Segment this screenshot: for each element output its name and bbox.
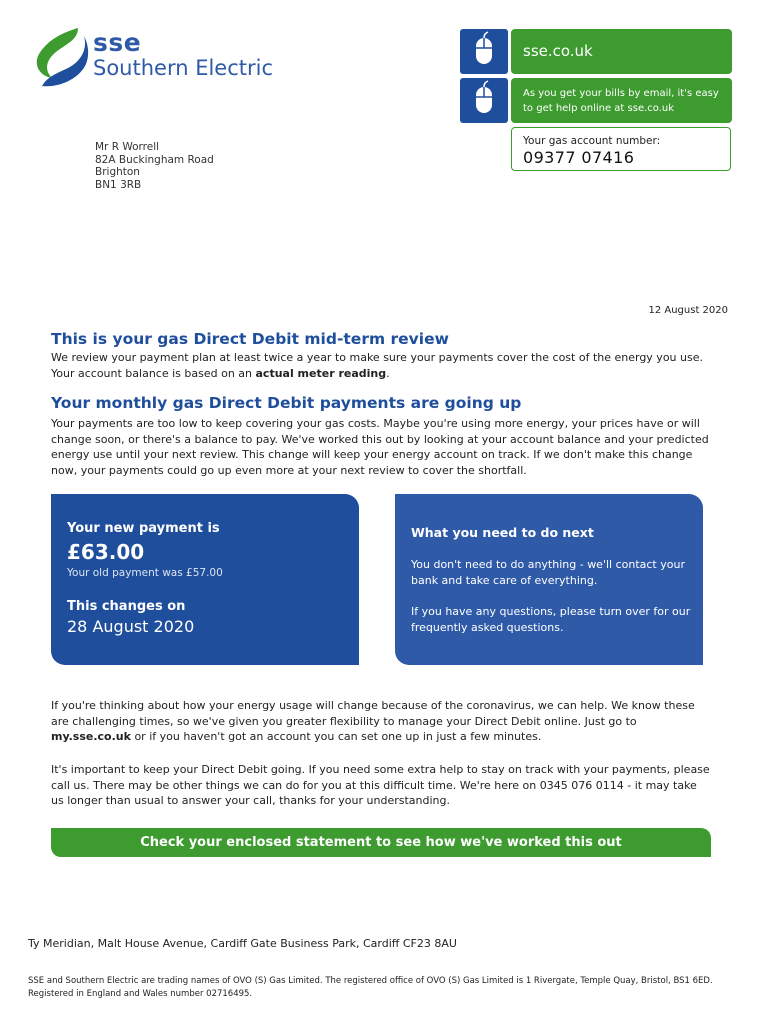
next-steps-panel [395,494,703,665]
new-payment-label: Your new payment is [67,521,220,536]
address-line: Brighton [95,166,140,178]
footer-address: Ty Meridian, Malt House Avenue, Cardiff Gate Business Park, Cardiff CF23 8AU [28,937,457,950]
next-steps-para-2: If you have any questions, please turn over for our frequently asked questions. [411,605,691,634]
address-line: BN1 3RB [95,178,142,191]
address-line: 82A Buckingham Road [95,153,214,166]
recipient-address [95,141,214,191]
new-payment-amount: £63.00 [67,540,145,564]
letter-date: 12 August 2020 [648,305,728,316]
change-date: 28 August 2020 [67,617,195,636]
next-steps-para-1: You don't need to do anything - we'll contact your bank and take care of everything. [411,558,685,587]
website-link[interactable]: sse.co.uk [523,42,593,60]
sse-swirl-icon [34,26,94,88]
computer-mouse-icon [460,29,508,74]
my-sse-link[interactable]: my.sse.co.uk [51,730,131,744]
address-line: Mr R Worrell [95,141,160,153]
change-date-label: This changes on [67,599,186,614]
payments-up-text: Your payments are too low to keep covering your gas costs. Maybe you're using more energy, your prices have or will change soon, or there's a balance to pay. We've worked this out by looking at your account balance and your predicted energy use until your next review. This change will keep your energy account on track. If we don't make this change now, your payments could go up even more at your next review to cover the shortfall. [51,417,709,477]
footer-legal: SSE and Southern Electric are trading names of OVO (S) Gas Limited. The registered office of OVO (S) Gas Limited is 1 Rivergate, Temple Quay, Bristol, BS1 6ED. Registered in England and Wales number 02716495. [28,976,713,999]
statement-banner: Check your enclosed statement to see how we've worked this out [51,828,711,857]
brand-short-name: sse [93,28,142,57]
email-note: As you get your bills by email, it's easy to get help online at sse.co.uk [523,88,719,114]
payments-up-heading: Your monthly gas Direct Debit payments are going up [51,394,522,412]
brand-name: Southern Electric [93,56,274,80]
review-heading: This is your gas Direct Debit mid-term review [51,330,449,348]
review-section [51,330,711,381]
account-number: 09377 07416 [523,148,635,167]
computer-mouse-icon [460,78,508,123]
review-text: We review your payment plan at least twice a year to make sure your payments cover the cost of the energy you use. Your account balance is based on an actual meter reading. [51,351,703,380]
account-number-label: Your gas account number: [523,135,661,147]
covid-text: If you're thinking about how your energy usage will change because of the coronavirus, we can help. We know these are challenging times, so we've given you greater flexibility to manage your Direct Debit online. Just go to my.sse.co.uk or if you haven't got an account you can set one up in just a few minutes. [51,699,695,744]
meter-reading-emphasis: actual meter reading [255,366,387,380]
keep-going-section [51,762,711,809]
covid-section [51,698,711,745]
mouse-icon-tile [460,29,508,74]
next-steps-heading: What you need to do next [411,525,594,540]
payments-up-section [51,394,711,478]
keep-going-text: It's important to keep your Direct Debit going. If you need some extra help to stay on track with your payments, please call us. There may be other things we can do for you at this difficult time. We're here on 0345 076 0114 - it may take us longer than usual to answer your call, thanks for your understanding. [51,763,710,808]
new-payment-panel [51,494,359,665]
mouse-icon-tile-2 [460,78,508,123]
old-payment-note: Your old payment was £57.00 [67,567,223,579]
